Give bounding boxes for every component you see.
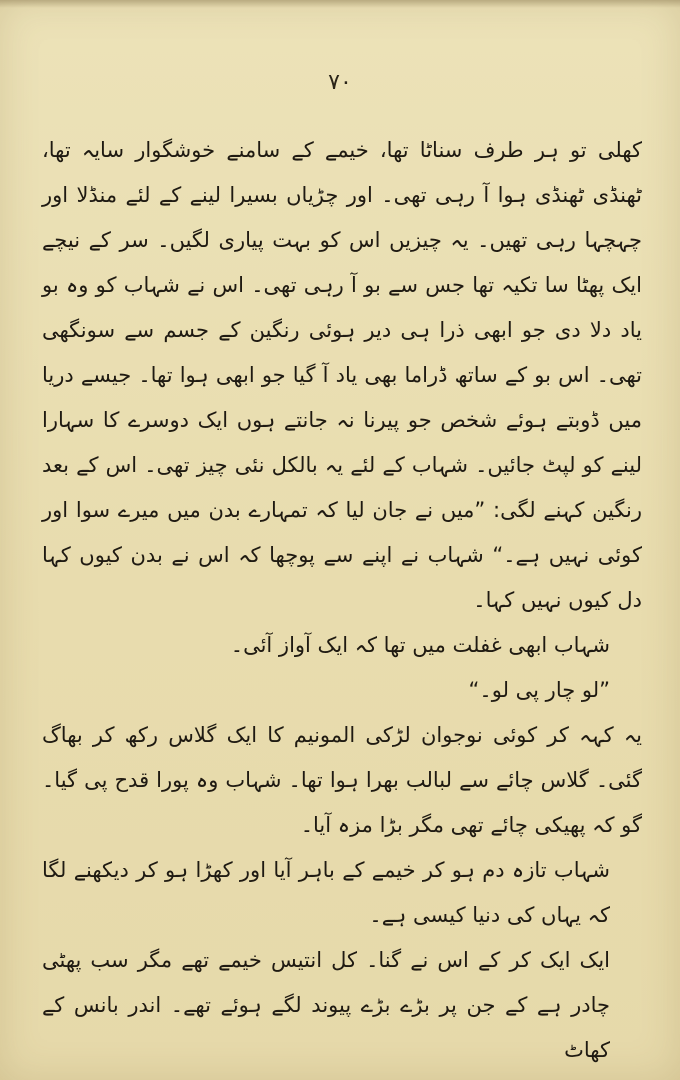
paragraph: شہاب تازہ دم ہو کر خیمے کے باہر آیا اور کھڑا ہو کر دیکھنے لگا کہ یہاں کی دنیا کیسی ہے۔ [42, 858, 610, 927]
paragraph: شہاب ابھی غفلت میں تھا کہ ایک آواز آئی۔ [230, 633, 610, 657]
page-body [42, 128, 642, 1073]
paragraph: ایک ایک کر کے اس نے گنا۔ کل انتیس خیمے تھے مگر سب پھٹی چادر ہے کے جن پر بڑے بڑے پیوند لگے ہوئے تھے۔ اندر بانس کے کھاٹ [42, 948, 610, 1062]
paragraph: کھلی تو ہر طرف سناٹا تھا، خیمے کے سامنے خوشگوار سایہ تھا، ٹھنڈی ٹھنڈی ہوا آ رہی تھی۔ اور چڑیاں بسیرا لینے کے لئے منڈلا اور چہچہا رہی تھیں۔ یہ چیزیں اس کو بہت پیاری لگیں۔ سر کے نیچے ایک پھٹا سا تکیہ تھا جس سے بو آ رہی تھی۔ اس نے شہاب کو وہ بو یاد دلا دی جو ابھی ذرا ہی دیر ہوئی رنگین کے جسم سے سونگھی تھی۔ اس بو کے ساتھ ڈراما بھی یاد آ گیا جو ابھی ہوا تھا۔ جیسے دریا میں ڈوبتے ہوئے شخص جو پیرنا نہ جانتے ہوں ایک دوسرے کا سہارا لینے کو لپٹ جائیں۔ شہاب کے لئے یہ بالکل نئی چیز تھی۔ اس کے بعد رنگین کہنے لگی: ”میں نے جان لیا کہ تمہارے بدن میں میرے سوا اور کوئی نہیں ہے۔“ شہاب نے اپنے سے پوچھا کہ اس نے بدن کیوں کہا دل کیوں نہیں کہا۔ [42, 138, 642, 612]
page-number: ۷۰ [328, 70, 352, 95]
paragraph: ”لو چار پی لو۔“ [468, 678, 610, 702]
paragraph: یہ کہہ کر کوئی نوجوان لڑکی المونیم کا ایک گلاس رکھ کر بھاگ گئی۔ گلاس چائے سے لبالب بھرا ہوا تھا۔ شہاب وہ پورا قدح پی گیا۔ گو کہ پھیکی چائے تھی مگر بڑا مزہ آیا۔ [42, 723, 642, 837]
